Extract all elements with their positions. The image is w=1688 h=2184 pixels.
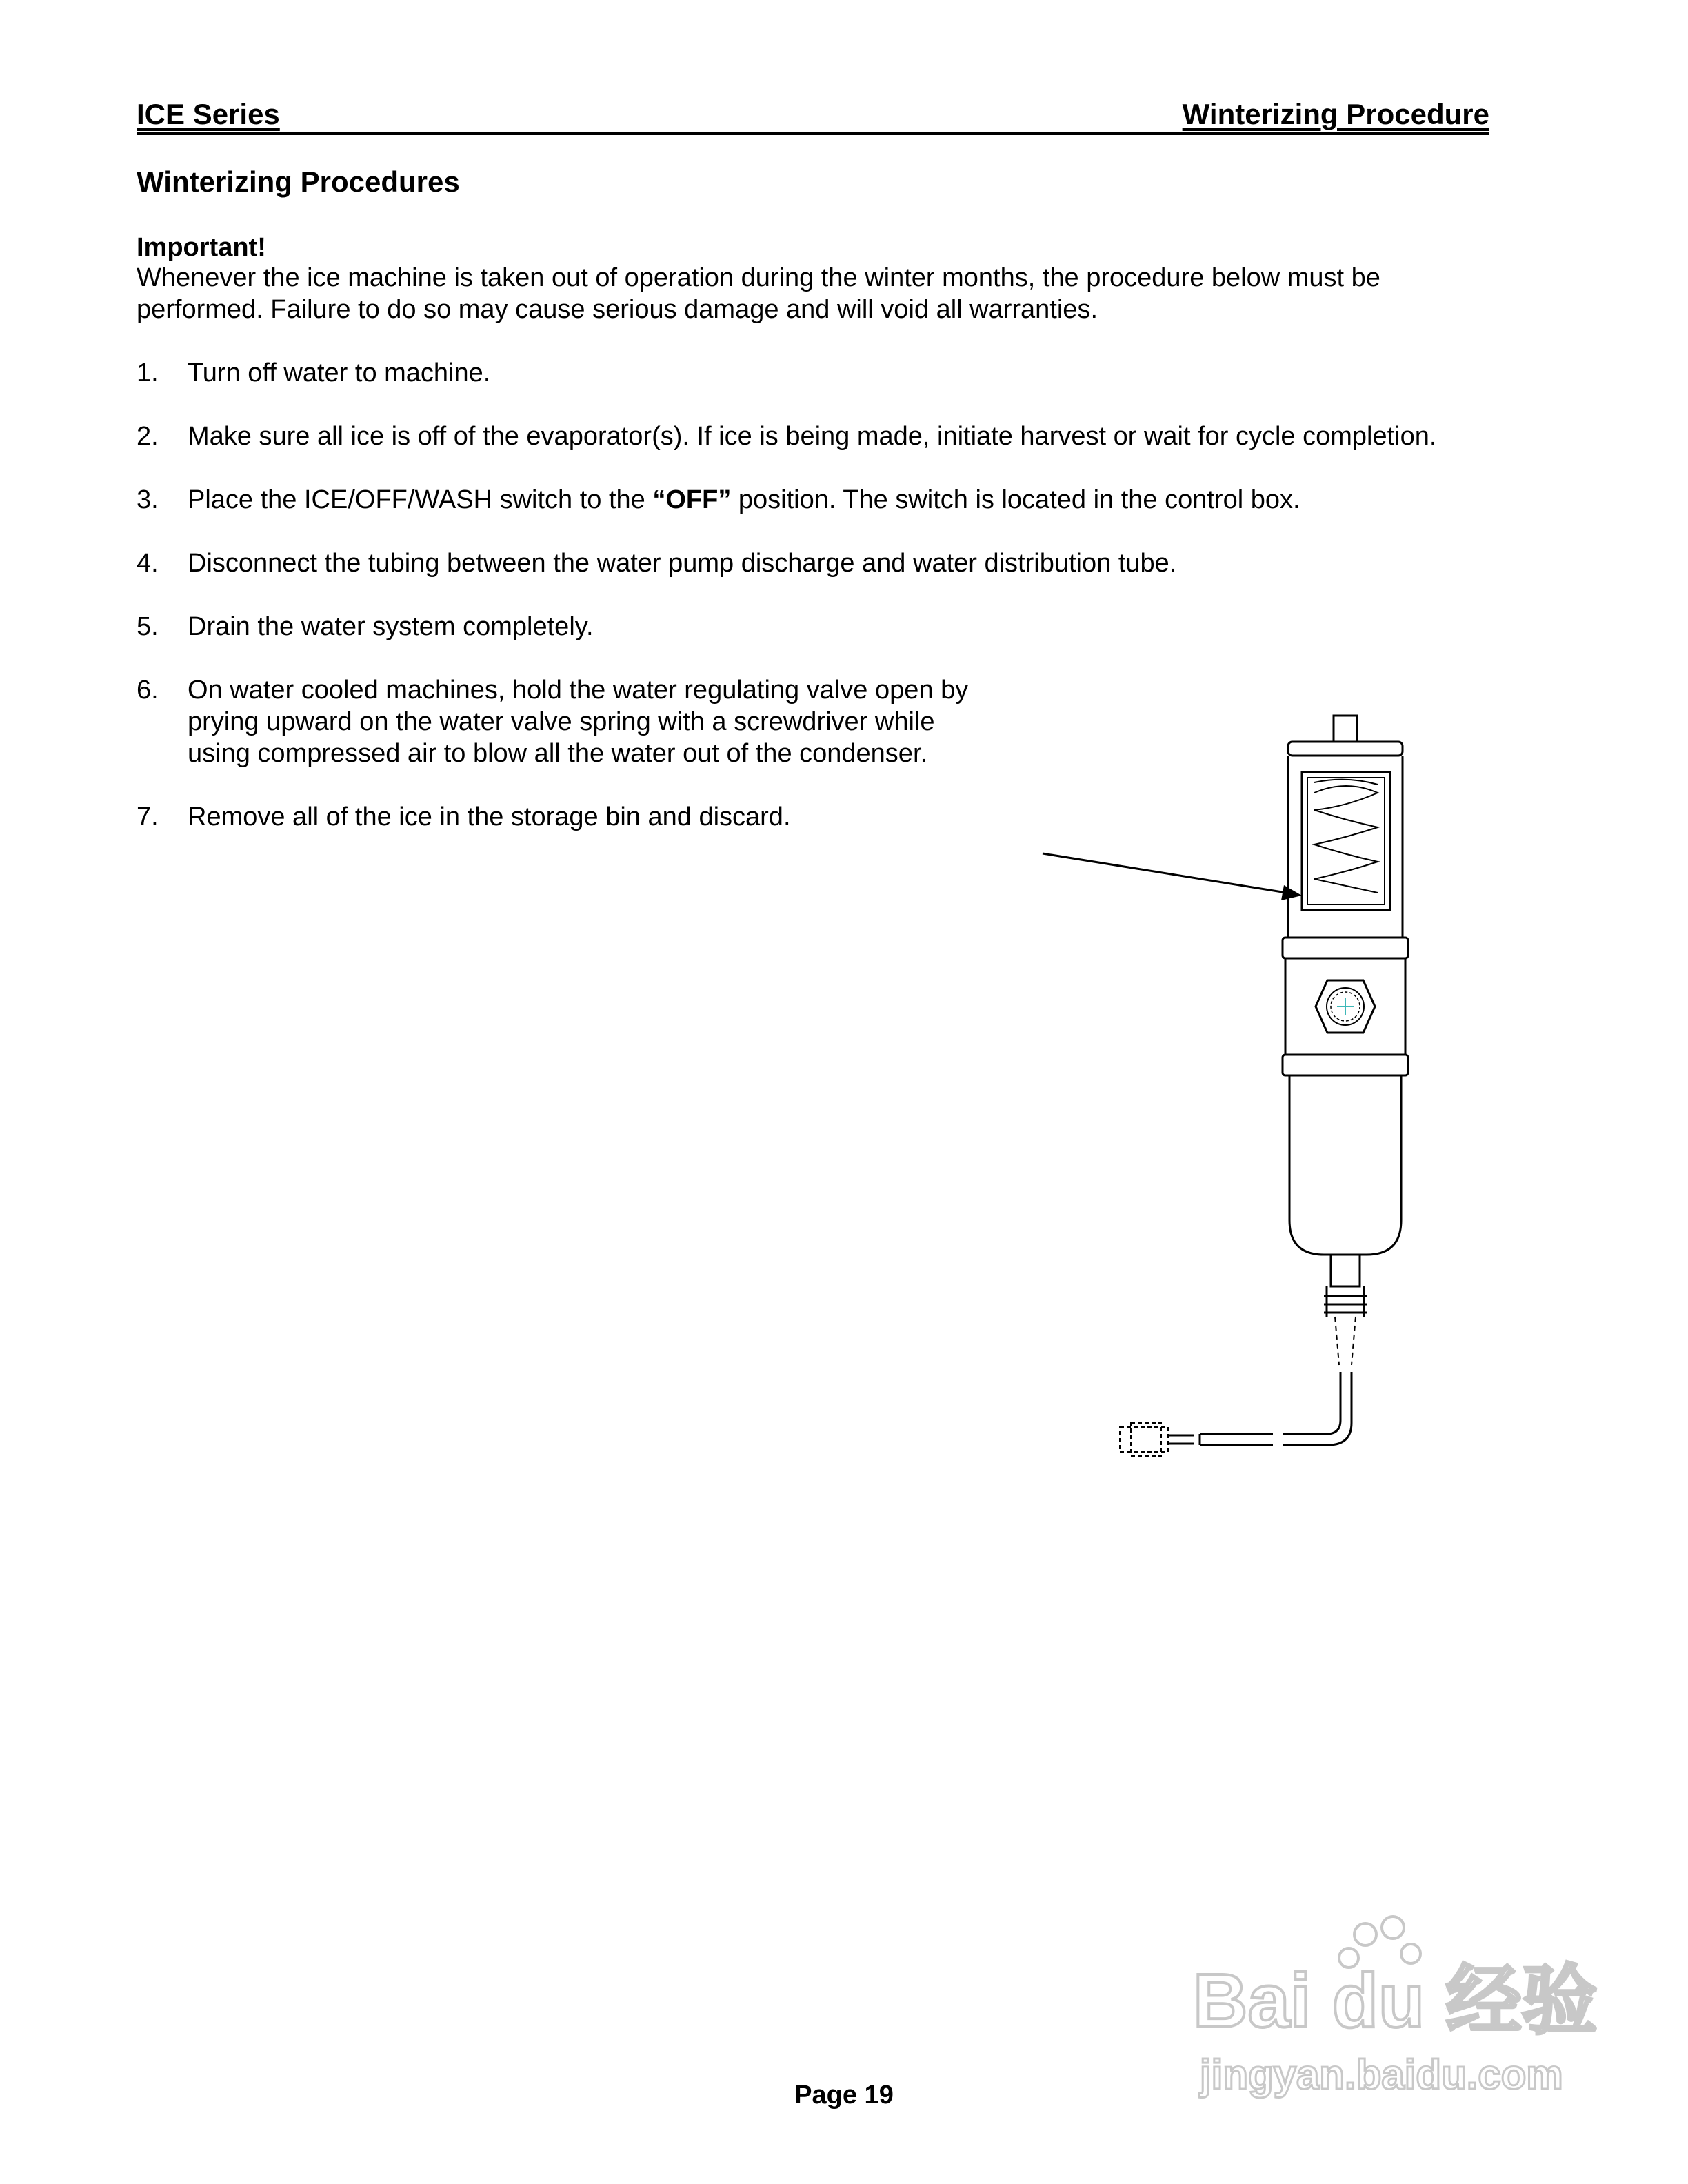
important-label: Important! <box>137 233 266 262</box>
step-number: 2. <box>137 422 159 451</box>
step-text: Make sure all ice is off of the evaporator(s). If ice is being made, initiate harvest or wait for cycle completion. <box>188 422 1437 451</box>
step-text-after: position. The switch is located in the control box. <box>731 485 1300 514</box>
step-number: 4. <box>137 549 159 578</box>
step-text: Remove all of the ice in the storage bin and discard. <box>188 802 791 831</box>
step-number: 6. <box>137 676 159 705</box>
step-number: 3. <box>137 485 159 514</box>
step-number: 1. <box>137 358 159 387</box>
off-position-label: “OFF” <box>652 485 732 514</box>
step-text-before: Place the ICE/OFF/WASH switch to the <box>188 485 653 514</box>
section-title: Winterizing Procedures <box>137 165 460 198</box>
important-text: Whenever the ice machine is taken out of operation during the winter months, the procedure below must be performed. Failure to do so may cause serious damage and will void all warranties. <box>137 263 1380 324</box>
step-text: Drain the water system completely. <box>188 612 594 641</box>
step-line: prying upward on the water valve spring with a screwdriver while <box>188 707 935 736</box>
step-text: Turn off water to machine. <box>188 358 491 387</box>
step-line: On water cooled machines, hold the water regulating valve open by <box>188 676 969 705</box>
watermark-brand: Bai du 经验 <box>1193 1959 1598 2043</box>
step-number: 7. <box>137 802 159 831</box>
step-text: Disconnect the tubing between the water pump discharge and water distribution tube. <box>188 549 1177 578</box>
header-series: ICE Series <box>137 98 280 130</box>
step-text <box>188 484 1300 516</box>
step-text <box>188 674 968 769</box>
header-section: Winterizing Procedure <box>1182 98 1489 130</box>
watermark-url: jingyan.baidu.com <box>1200 2052 1563 2098</box>
step-line: using compressed air to blow all the water out of the condenser. <box>188 739 928 768</box>
page-header <box>137 97 1489 135</box>
baidu-jingyan-watermark <box>1186 1910 1600 2110</box>
step-number: 5. <box>137 612 159 641</box>
page-number: Page 19 <box>794 2081 894 2110</box>
water-regulating-valve-drawing <box>1117 710 1558 1462</box>
